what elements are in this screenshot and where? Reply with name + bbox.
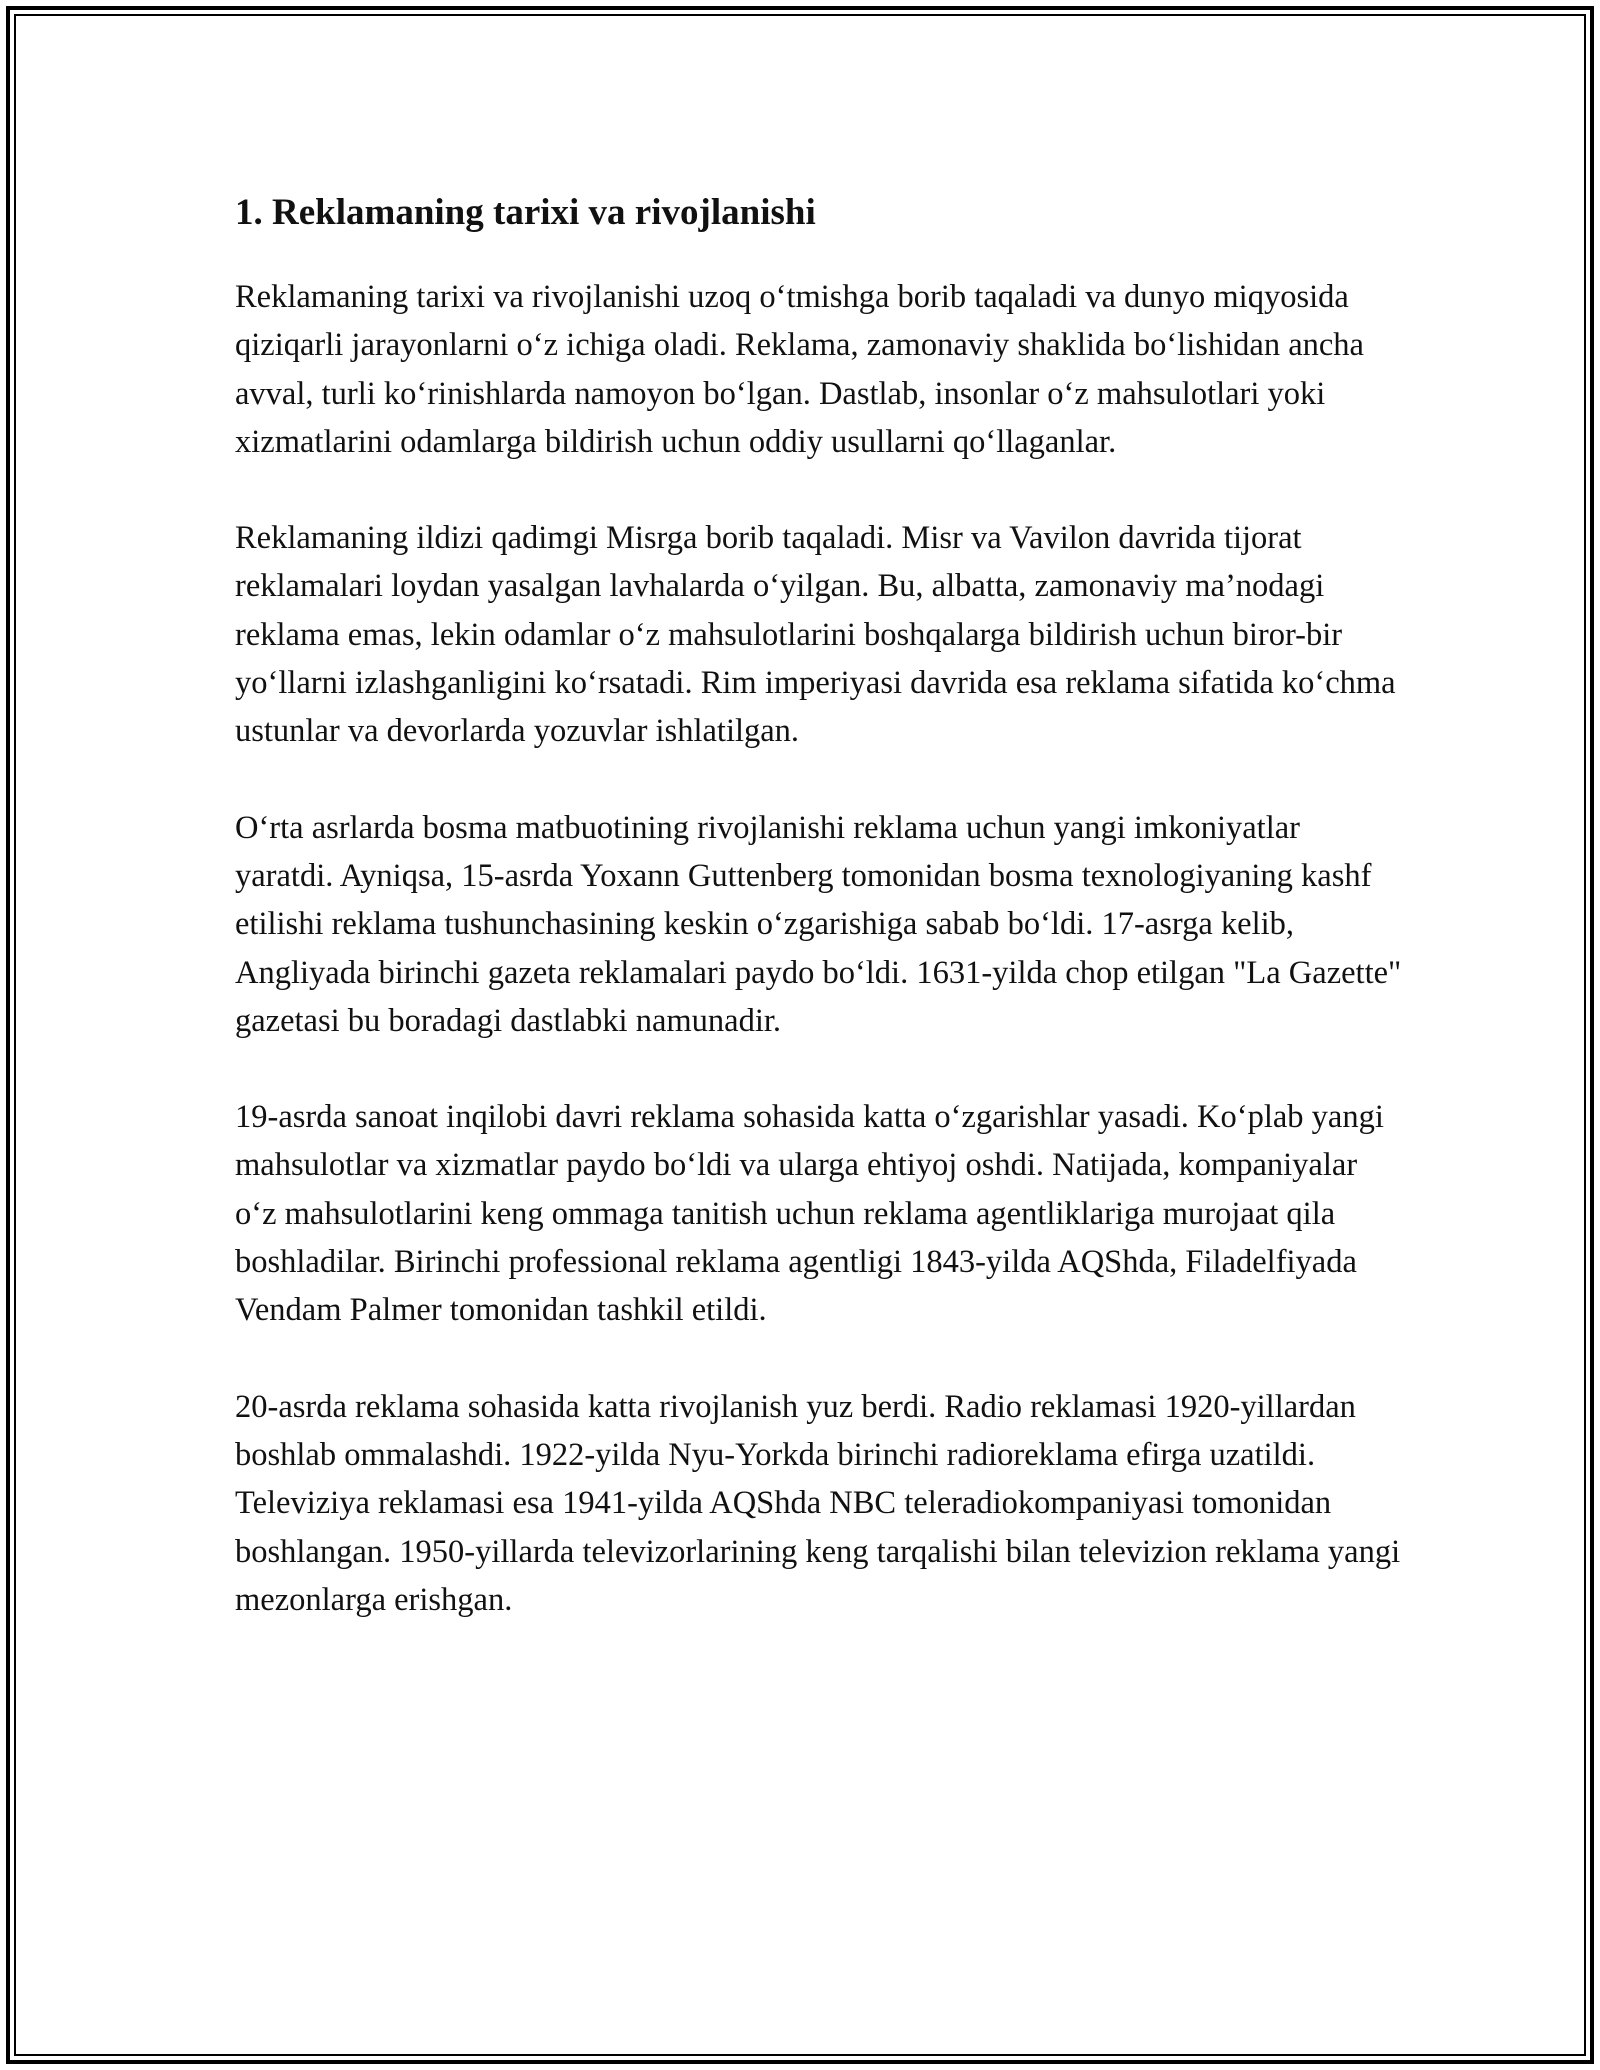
paragraph-3: O‘rta asrlarda bosma matbuotining rivojlanishi reklama uchun yangi imkoniyatlar yaratdi. Ayniqsa, 15-asrda Yoxann Guttenberg tomonidan bosma texnologiyaning kashf etilishi reklama tushunchasining keskin o‘zgarishiga sabab bo‘ldi. 17-asrga kelib, Angliyada birinchi gazeta reklamalari paydo bo‘ldi. 1631-yilda chop etilgan "La Gazette" gazetasi bu boradagi dastlabki namunadir. — [235, 809, 1402, 1039]
paragraph-4: 19-asrda sanoat inqilobi davri reklama sohasida katta o‘zgarishlar yasadi. Ko‘plab yangi mahsulotlar va xizmatlar paydo bo‘ldi va ularga ehtiyoj oshdi. Natijada, kompaniyalar o‘z mahsulotlarini keng ommaga tanitish uchun reklama agentliklariga murojaat qila boshladilar. Birinchi professional reklama agentligi 1843-yilda AQShda, Filadelfiyada Vendam Palmer tomonidan tashkil etildi. — [235, 1099, 1384, 1329]
paragraph-5: 20-asrda reklama sohasida katta rivojlanish yuz berdi. Radio reklamasi 1920-yillardan boshlab ommalashdi. 1922-yilda Nyu-Yorkda birinchi radioreklama efirga uzatildi. Televiziya reklamasi esa 1941-yilda AQShda NBC teleradiokompaniyasi tomonidan boshlangan. 1950-yillarda televizorlarining keng tarqalishi bilan televizion reklama yangi mezonlarga erishgan. — [235, 1388, 1401, 1618]
section-heading: 1. Reklamaning tarixi va rivojlanishi — [235, 192, 816, 233]
paragraph-2: Reklamaning ildizi qadimgi Misrga borib taqaladi. Misr va Vavilon davrida tijorat reklamalari loydan yasalgan lavhalarda o‘yilgan. Bu, albatta, zamonaviy ma’nodagi reklama emas, lekin odamlar o‘z mahsulotlarini boshqalarga bildirish uchun biror-bir yo‘llarni izlashganligini ko‘rsatadi. Rim imperiyasi davrida esa reklama sifatida ko‘chma ustunlar va devorlarda yozuvlar ishlatilgan. — [235, 520, 1396, 750]
document-body — [235, 183, 1405, 1672]
paragraph-1: Reklamaning tarixi va rivojlanishi uzoq o‘tmishga borib taqaladi va dunyo miqyosida qiziqarli jarayonlarni o‘z ichiga oladi. Reklama, zamonaviy shaklida bo‘lishidan ancha avval, turli ko‘rinishlarda namoyon bo‘lgan. Dastlab, insonlar o‘z mahsulotlari yoki xizmatlarini odamlarga bildirish uchun oddiy usullarni qo‘llaganlar. — [235, 279, 1364, 460]
